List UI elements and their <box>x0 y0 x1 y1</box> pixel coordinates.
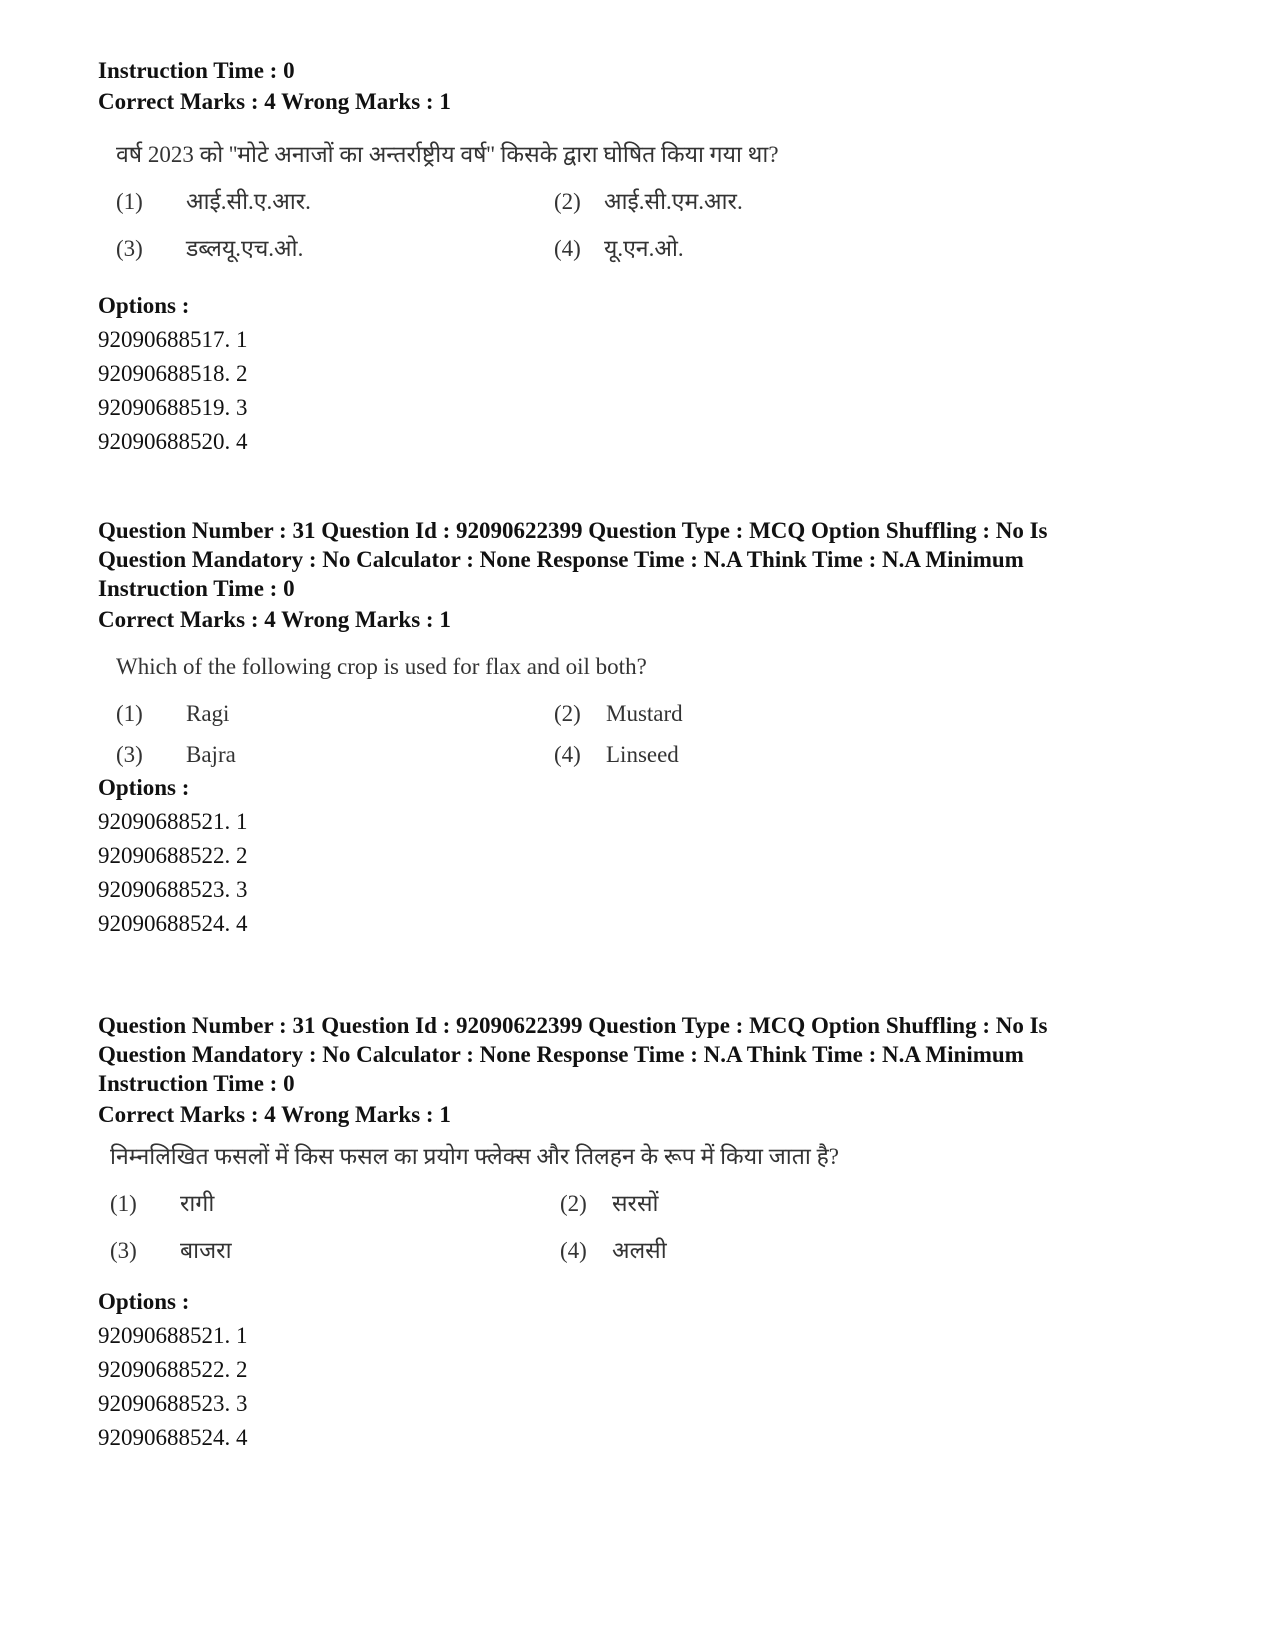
choice-2 <box>554 187 743 217</box>
choice-4 <box>554 234 684 264</box>
choice-number: (1) <box>110 1191 137 1216</box>
option-item: 92090688523. 3 <box>98 1391 248 1416</box>
choice-text: आई.सी.ए.आर. <box>186 189 311 214</box>
choice-text: Mustard <box>606 701 683 726</box>
choice-3 <box>110 1236 232 1266</box>
marks-line: Correct Marks : 4 Wrong Marks : 1 <box>98 89 451 114</box>
question-header-line: Question Number : 31 Question Id : 92090622399 Question Type : MCQ Option Shuffling : No Is <box>98 1013 1048 1038</box>
option-item: 92090688518. 2 <box>98 361 248 386</box>
option-item: 92090688524. 4 <box>98 911 248 936</box>
choice-number: (3) <box>116 742 143 767</box>
choice-number: (2) <box>554 189 581 214</box>
choice-number: (4) <box>554 742 581 767</box>
option-item: 92090688521. 1 <box>98 809 248 834</box>
choice-number: (1) <box>116 701 143 726</box>
option-item: 92090688521. 1 <box>98 1323 248 1348</box>
question-text: निम्नलिखित फसलों में किस फसल का प्रयोग फ्लेक्स और तिलहन के रूप में किया जाता है? <box>110 1144 840 1169</box>
option-item: 92090688522. 2 <box>98 843 248 868</box>
choice-3 <box>116 740 236 770</box>
option-item: 92090688519. 3 <box>98 395 248 420</box>
choice-text: आई.सी.एम.आर. <box>604 189 743 214</box>
instruction-time: Instruction Time : 0 <box>98 58 295 83</box>
choice-text: Linseed <box>606 742 679 767</box>
choice-text: रागी <box>180 1191 215 1216</box>
choice-number: (4) <box>560 1238 587 1263</box>
question-block-2 <box>98 516 1178 637</box>
option-item: 92090688524. 4 <box>98 1425 248 1450</box>
option-item: 92090688522. 2 <box>98 1357 248 1382</box>
choice-1 <box>116 187 311 217</box>
options-list-3 <box>98 1285 1178 1455</box>
instruction-time: Instruction Time : 0 <box>98 576 295 601</box>
choice-4 <box>560 1236 667 1266</box>
choice-text: Bajra <box>186 742 236 767</box>
question-block-3 <box>98 1011 1178 1132</box>
option-item: 92090688523. 3 <box>98 877 248 902</box>
choice-number: (3) <box>116 236 143 261</box>
question-block-1 <box>98 56 1178 119</box>
choice-number: (3) <box>110 1238 137 1263</box>
choice-2 <box>554 699 683 729</box>
choice-text: अलसी <box>612 1238 667 1263</box>
instruction-time: Instruction Time : 0 <box>98 1071 295 1096</box>
choice-1 <box>116 699 229 729</box>
option-item: 92090688520. 4 <box>98 429 248 454</box>
question-header-line: Question Mandatory : No Calculator : None Response Time : N.A Think Time : N.A Minimum <box>98 1042 1024 1067</box>
choice-text: सरसों <box>612 1191 659 1216</box>
question-header-line: Question Number : 31 Question Id : 92090622399 Question Type : MCQ Option Shuffling : No Is <box>98 518 1048 543</box>
options-list-1 <box>98 289 1178 459</box>
question-image-2 <box>116 652 1116 782</box>
options-label: Options : <box>98 293 190 318</box>
choice-text: डब्लयू.एच.ओ. <box>186 236 304 261</box>
choice-text: Ragi <box>186 701 230 726</box>
question-header-line: Question Mandatory : No Calculator : None Response Time : N.A Think Time : N.A Minimum <box>98 547 1024 572</box>
choice-text: यू.एन.ओ. <box>604 236 684 261</box>
choice-1 <box>110 1189 214 1219</box>
question-text: वर्ष 2023 को ''मोटे अनाजों का अन्तर्राष्ट्रीय वर्ष'' किसके द्वारा घोषित किया गया था? <box>116 142 779 167</box>
question-image-3 <box>110 1142 1120 1282</box>
marks-line: Correct Marks : 4 Wrong Marks : 1 <box>98 1102 451 1127</box>
question-text: Which of the following crop is used for flax and oil both? <box>116 654 647 679</box>
choice-3 <box>116 234 303 264</box>
options-list-2 <box>98 771 1178 941</box>
choice-number: (2) <box>554 701 581 726</box>
question-image-1 <box>116 140 1116 280</box>
options-label: Options : <box>98 775 190 800</box>
choice-text: बाजरा <box>180 1238 232 1263</box>
marks-line: Correct Marks : 4 Wrong Marks : 1 <box>98 607 451 632</box>
choice-number: (2) <box>560 1191 587 1216</box>
choice-number: (1) <box>116 189 143 214</box>
choice-4 <box>554 740 679 770</box>
choice-2 <box>560 1189 658 1219</box>
choice-number: (4) <box>554 236 581 261</box>
option-item: 92090688517. 1 <box>98 327 248 352</box>
options-label: Options : <box>98 1289 190 1314</box>
